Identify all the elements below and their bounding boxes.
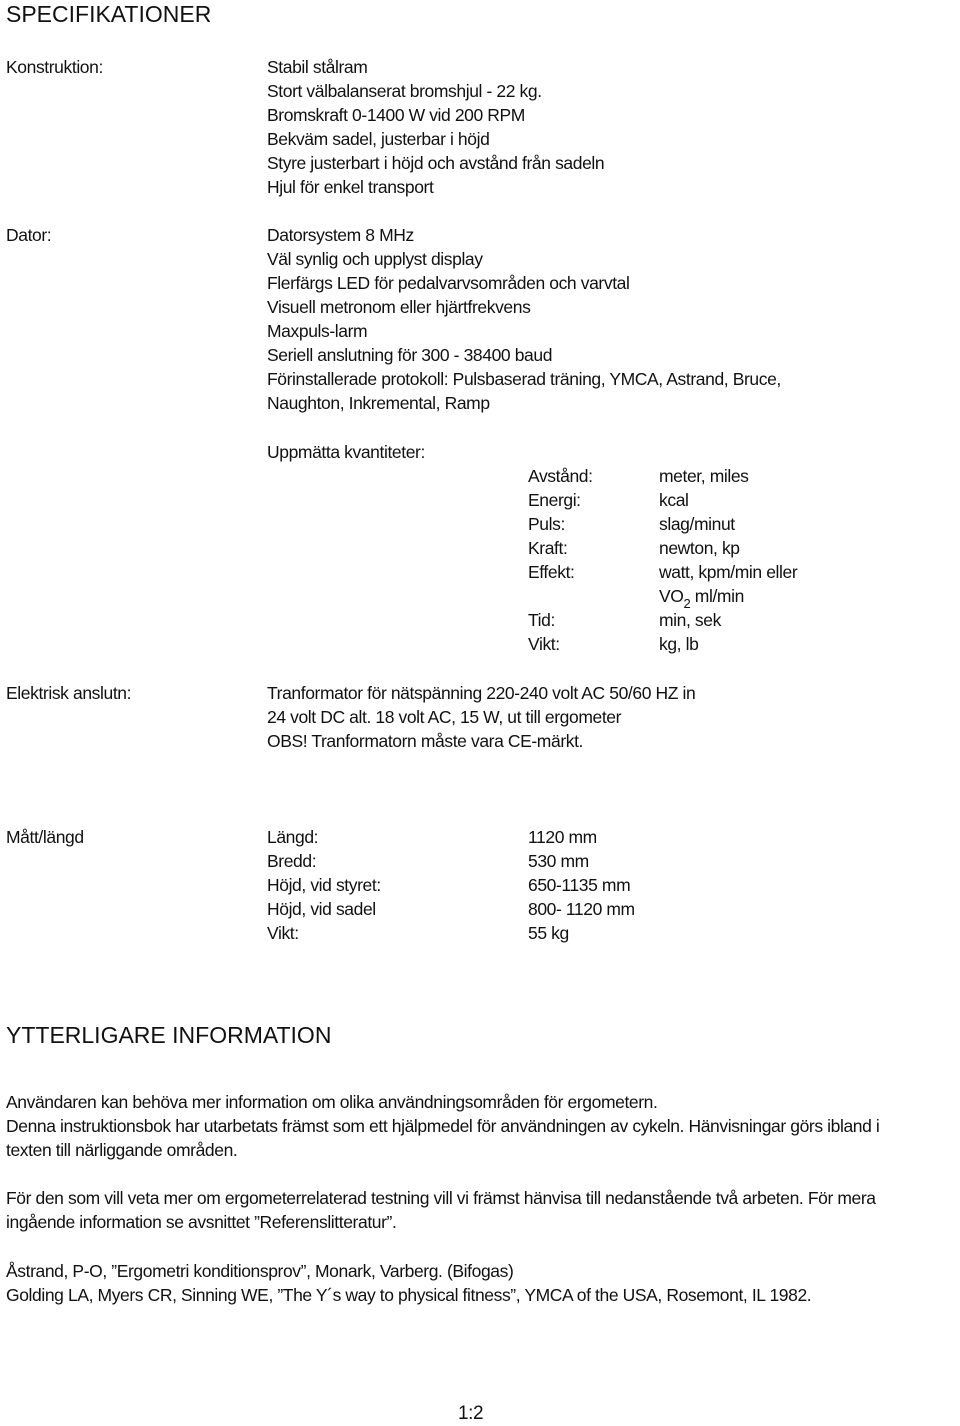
quantity-name: Kraft: [528,538,568,558]
reference-item: Åstrand, P-O, ”Ergometri konditionsprov”, Monark, Varberg. (Bifogas) [6,1261,514,1281]
dimension-name: Höjd, vid styret: [267,875,381,895]
page-number: 1:2 [458,1403,484,1424]
quantity-name: Effekt: [528,562,575,582]
quantity-unit: kg, lb [659,634,699,654]
paragraph-line: Användaren kan behöva mer information om olika användningsområden för ergometern. [6,1092,658,1112]
computer-item: Väl synlig och upplyst display [267,249,483,269]
dimension-names [267,825,381,945]
computer-item: Naughton, Inkremental, Ramp [267,393,490,413]
quantity-unit: kcal [659,490,689,510]
paragraph-line: texten till närliggande områden. [6,1140,238,1160]
computer-item: Maxpuls-larm [267,321,368,341]
section-heading: YTTERLIGARE INFORMATION [6,1022,332,1048]
quantity-name: Energi: [528,490,581,510]
computer-item: Datorsystem 8 MHz [267,225,414,245]
construction-item: Hjul för enkel transport [267,177,434,197]
quantity-names [528,464,593,656]
quantity-name: Puls: [528,514,565,534]
quantity-unit: newton, kp [659,538,740,558]
construction-item: Bromskraft 0-1400 W vid 200 RPM [267,105,525,125]
references [6,1259,811,1307]
computer-label: Dator: [6,225,52,245]
construction-list [267,55,604,199]
computer-item: Seriell anslutning för 300 - 38400 baud [267,345,553,365]
construction-item: Stort välbalanserat bromshjul - 22 kg. [267,81,542,101]
quantity-unit: min, sek [659,610,721,630]
computer-item: Visuell metronom eller hjärtfrekvens [267,297,531,317]
electrical-item: 24 volt DC alt. 18 volt AC, 15 W, ut till ergometer [267,707,622,727]
quantity-name: Avstånd: [528,466,593,486]
vo2-suffix: ml/min [690,586,744,606]
paragraph-line: För den som vill veta mer om ergometerrelaterad testning vill vi främst hänvisa till nedanstående två arbeten. För mera [6,1188,876,1208]
quantity-name: Tid: [528,610,555,630]
quantity-name: Vikt: [528,634,560,654]
electrical-label: Elektrisk anslutn: [6,683,132,703]
quantity-units [659,464,797,656]
construction-label: Konstruktion: [6,57,103,77]
quantity-unit: watt, kpm/min eller [659,562,798,582]
vo2-unit [659,584,797,611]
construction-item: Stabil stålram [267,57,368,77]
info-paragraph-1 [6,1090,879,1162]
construction-item: Styre justerbart i höjd och avstånd från sadeln [267,153,605,173]
dimension-name: Höjd, vid sadel [267,899,376,919]
electrical-item: OBS! Tranformatorn måste vara CE-märkt. [267,731,584,751]
computer-list [267,223,781,415]
dimensions-label: Mått/längd [6,827,84,847]
page-title: SPECIFIKATIONER [6,1,212,27]
info-paragraph-2 [6,1186,876,1234]
quantity-unit: meter, miles [659,466,749,486]
construction-item: Bekväm sadel, justerbar i höjd [267,129,490,149]
dimension-name: Vikt: [267,923,299,943]
dimension-value: 800- 1120 mm [528,899,635,919]
vo2-prefix: VO [659,586,684,606]
electrical-item: Tranformator för nätspänning 220-240 volt AC 50/60 HZ in [267,683,696,703]
computer-item: Flerfärgs LED för pedalvarvsområden och varvtal [267,273,630,293]
dimension-value: 650-1135 mm [528,875,631,895]
reference-item: Golding LA, Myers CR, Sinning WE, ”The Y´s way to physical fitness”, YMCA of the USA, Rosemont, IL 1982. [6,1285,812,1305]
dimension-values [528,825,635,945]
paragraph-line: Denna instruktionsbok har utarbetats främst som ett hjälpmedel för användningen av cykeln. Hänvisningar görs ibland i [6,1116,880,1136]
electrical-list [267,681,695,753]
quantity-unit: slag/minut [659,514,735,534]
dimension-value: 530 mm [528,851,589,871]
dimension-value: 1120 mm [528,827,597,847]
computer-item: Förinstallerade protokoll: Pulsbaserad träning, YMCA, Astrand, Bruce, [267,369,781,389]
paragraph-line: ingående information se avsnittet ”Referenslitteratur”. [6,1212,397,1232]
dimension-name: Bredd: [267,851,317,871]
vo2-subscript: 2 [683,596,691,611]
dimension-name: Längd: [267,827,319,847]
measured-quantities-label: Uppmätta kvantiteter: [267,442,425,462]
dimension-value: 55 kg [528,923,569,943]
